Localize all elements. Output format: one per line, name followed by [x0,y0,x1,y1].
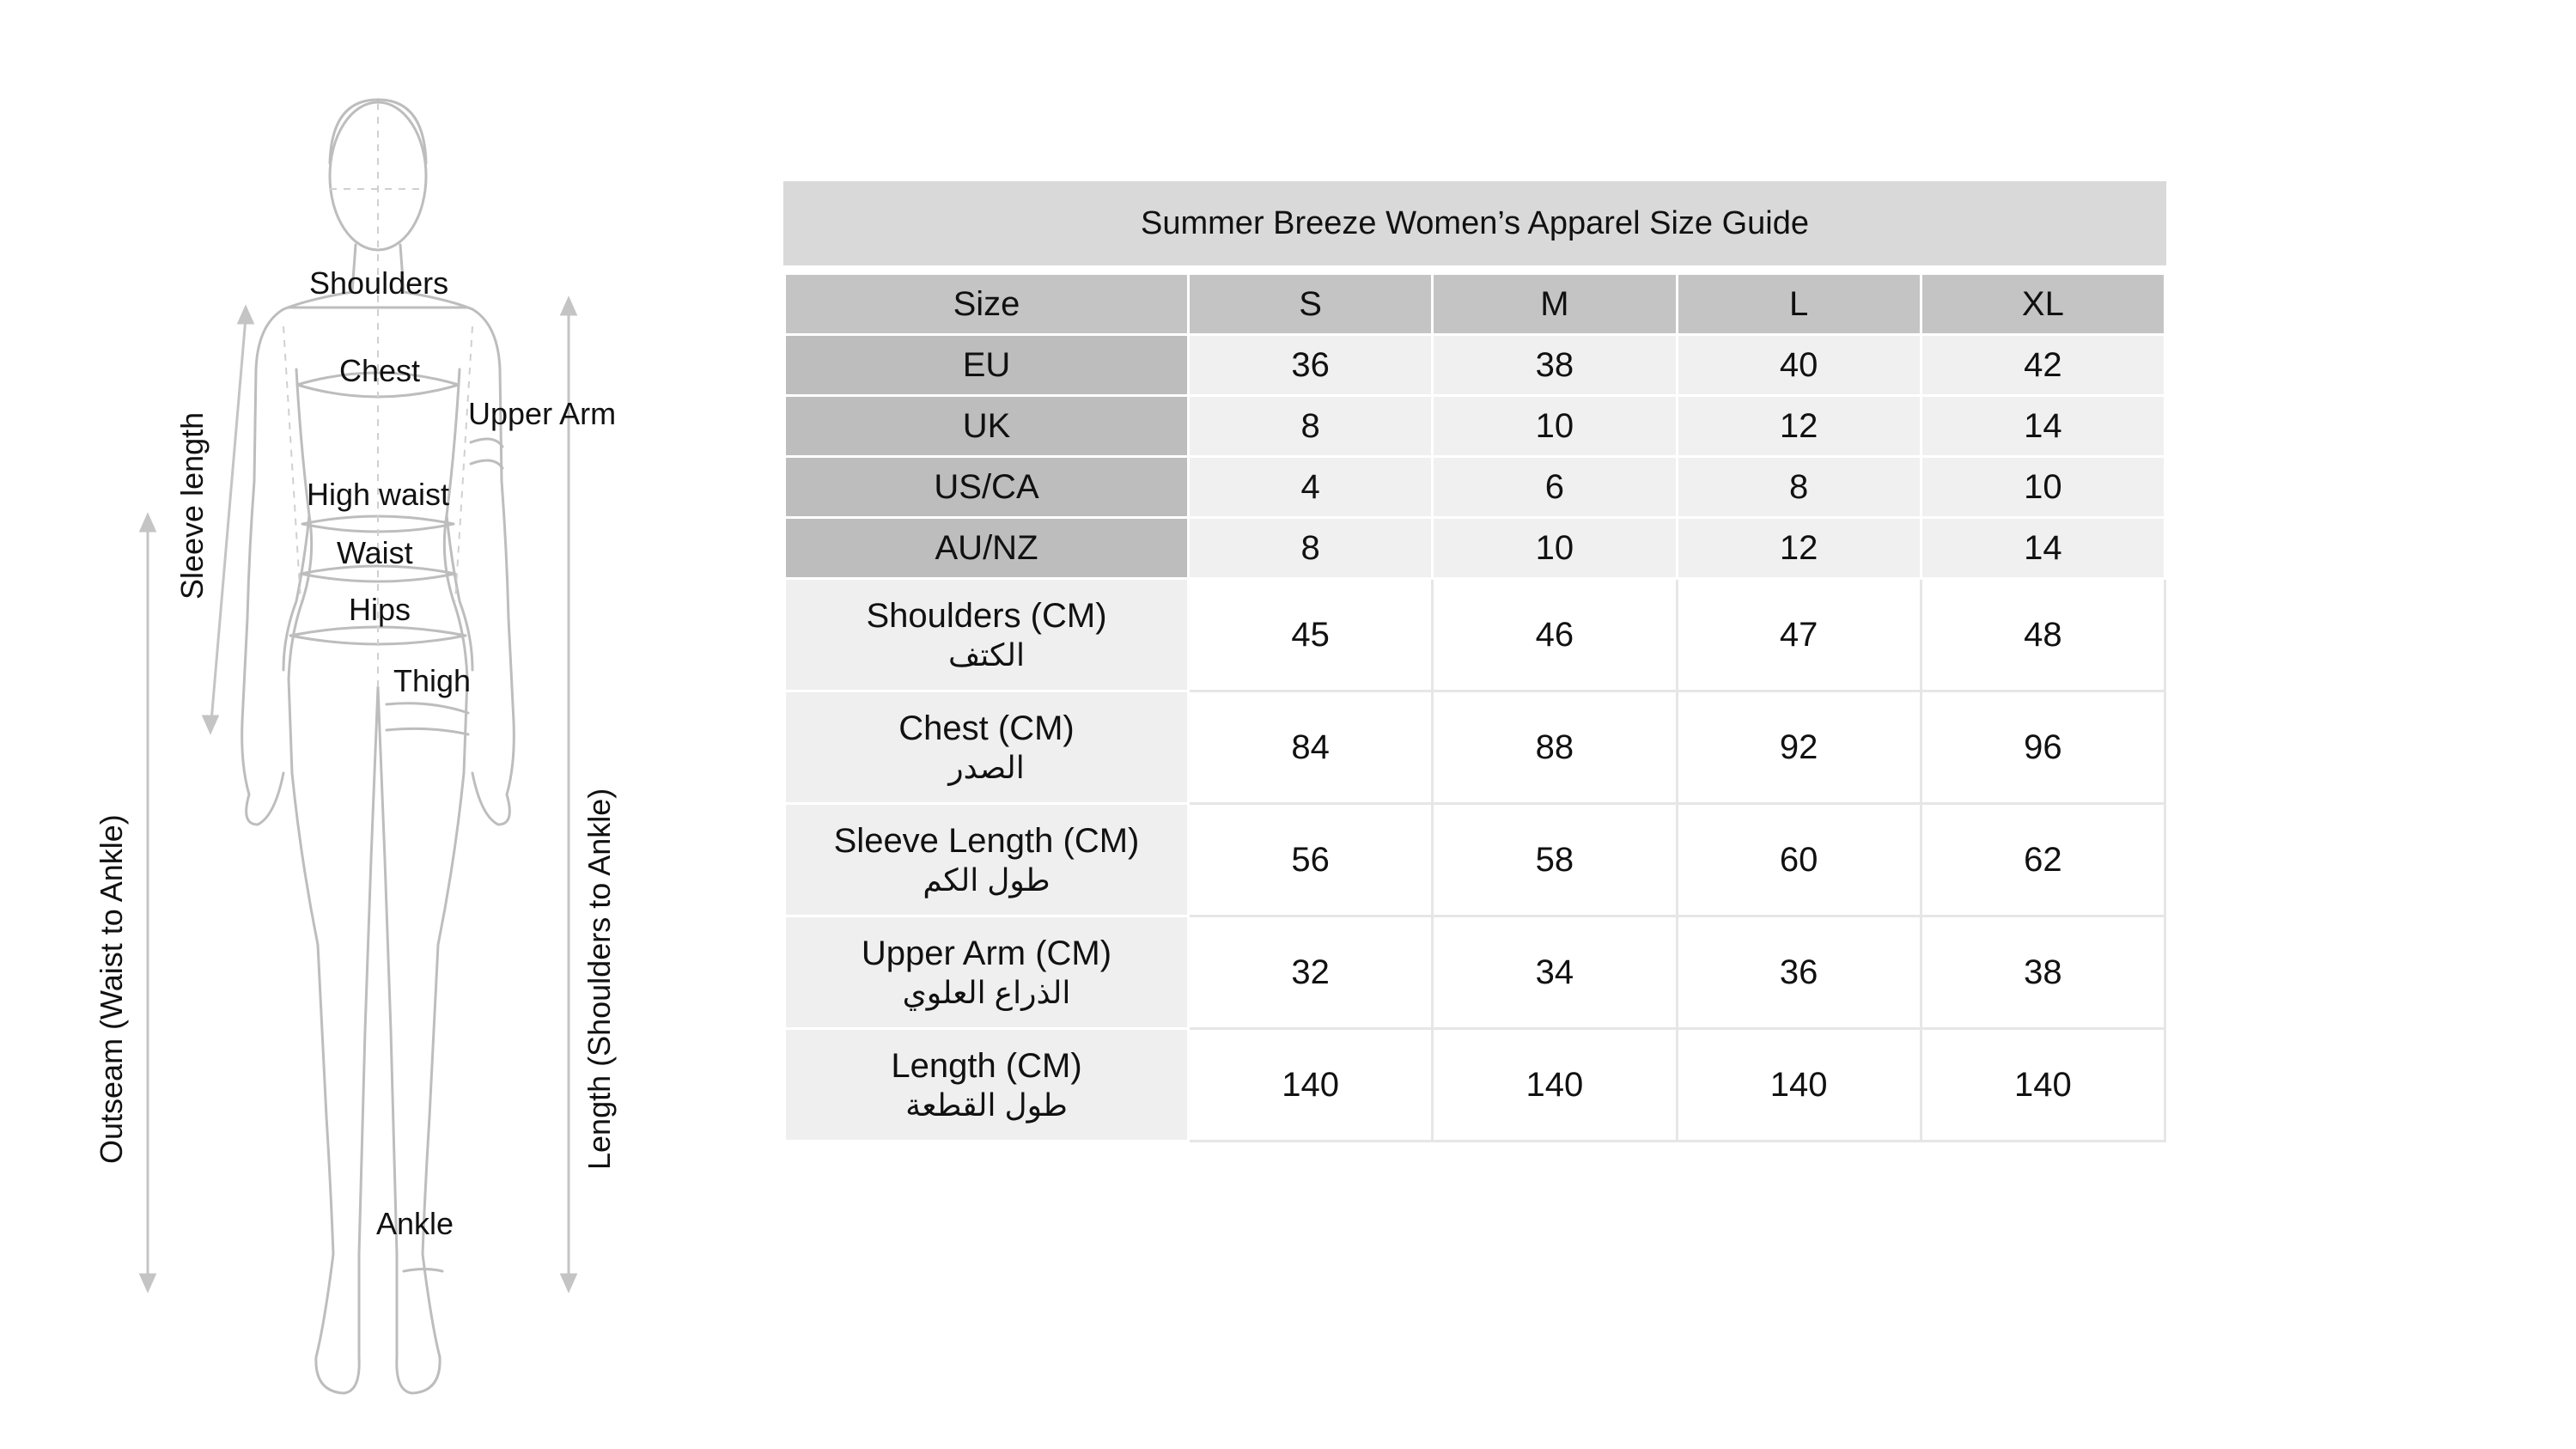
table-cell: 92 [1677,691,1921,804]
table-row-au-nz [785,518,2165,579]
table-row-us-ca [785,457,2165,518]
label-thigh: Thigh [393,663,472,698]
table-cell: 84 [1189,691,1433,804]
table-cell: 34 [1433,916,1677,1029]
table-cell: 88 [1433,691,1677,804]
table-cell: 60 [1677,804,1921,916]
row-label: AU/NZ [785,518,1189,579]
label-chest: Chest [339,353,421,388]
table-cell: 14 [1921,396,2165,457]
table-cell: 36 [1677,916,1921,1029]
row-label-en: Shoulders (CM) [866,596,1107,635]
table-cell: 45 [1189,579,1433,691]
row-label-ar: طول القطعة [905,1087,1068,1123]
header-xl: XL [1921,274,2165,335]
table-cell: 40 [1677,335,1921,396]
table-cell: 4 [1189,457,1433,518]
label-hips: Hips [349,592,411,627]
table-cell: 140 [1189,1029,1433,1142]
row-label-ar: الكتف [948,636,1025,673]
label-waist: Waist [337,535,413,570]
row-label-en: Upper Arm (CM) [861,934,1112,972]
row-label [785,1029,1189,1142]
table-cell: 140 [1921,1029,2165,1142]
table-cell: 12 [1677,396,1921,457]
table-cell: 46 [1433,579,1677,691]
table-cell: 47 [1677,579,1921,691]
row-label-en: Sleeve Length (CM) [833,821,1140,860]
table-cell: 10 [1921,457,2165,518]
table-row-eu [785,335,2165,396]
row-label-ar: طول الكم [923,861,1050,898]
table-cell: 10 [1433,518,1677,579]
table-row-length [785,1029,2165,1142]
header-m: M [1433,274,1677,335]
size-guide-table [783,181,2166,1142]
table-cell: 38 [1433,335,1677,396]
measurement-figure [0,0,773,1449]
table-cell: 96 [1921,691,2165,804]
row-label [785,691,1189,804]
table-cell: 32 [1189,916,1433,1029]
table-row-shoulders [785,579,2165,691]
table-title: Summer Breeze Women’s Apparel Size Guide [783,181,2166,265]
header-s: S [1189,274,1433,335]
table-cell: 140 [1433,1029,1677,1142]
table-cell: 36 [1189,335,1433,396]
label-length: Length (Shoulders to Ankle) [582,788,617,1170]
row-label-ar: الذراع العلوي [902,974,1071,1010]
table-cell: 10 [1433,396,1677,457]
label-sleeve-length: Sleeve length [174,411,210,600]
table-cell: 48 [1921,579,2165,691]
table-cell: 6 [1433,457,1677,518]
table-cell: 8 [1677,457,1921,518]
label-outseam: Outseam (Waist to Ankle) [94,814,129,1164]
table-row-chest [785,691,2165,804]
table-cell: 140 [1677,1029,1921,1142]
table-row-uk [785,396,2165,457]
label-shoulders: Shoulders [309,265,449,301]
label-high-waist: High waist [307,477,450,512]
table-cell: 12 [1677,518,1921,579]
row-label: US/CA [785,457,1189,518]
row-label [785,579,1189,691]
table-row-upper-arm [785,916,2165,1029]
header-l: L [1677,274,1921,335]
header-size: Size [785,274,1189,335]
table-row-sleeve-length [785,804,2165,916]
row-label-en: Length (CM) [891,1046,1082,1085]
row-label [785,804,1189,916]
table-cell: 58 [1433,804,1677,916]
table-cell: 38 [1921,916,2165,1029]
header-row [785,274,2165,335]
row-label: UK [785,396,1189,457]
row-label-ar: الصدر [948,749,1025,785]
table-cell: 56 [1189,804,1433,916]
table-cell: 14 [1921,518,2165,579]
row-label [785,916,1189,1029]
table-cell: 62 [1921,804,2165,916]
table-cell: 8 [1189,396,1433,457]
label-upper-arm: Upper Arm [468,396,617,431]
table-cell: 8 [1189,518,1433,579]
row-label-en: Chest (CM) [898,709,1075,747]
row-label: EU [785,335,1189,396]
table-cell: 42 [1921,335,2165,396]
label-ankle: Ankle [376,1206,454,1241]
size-table [783,272,2166,1142]
